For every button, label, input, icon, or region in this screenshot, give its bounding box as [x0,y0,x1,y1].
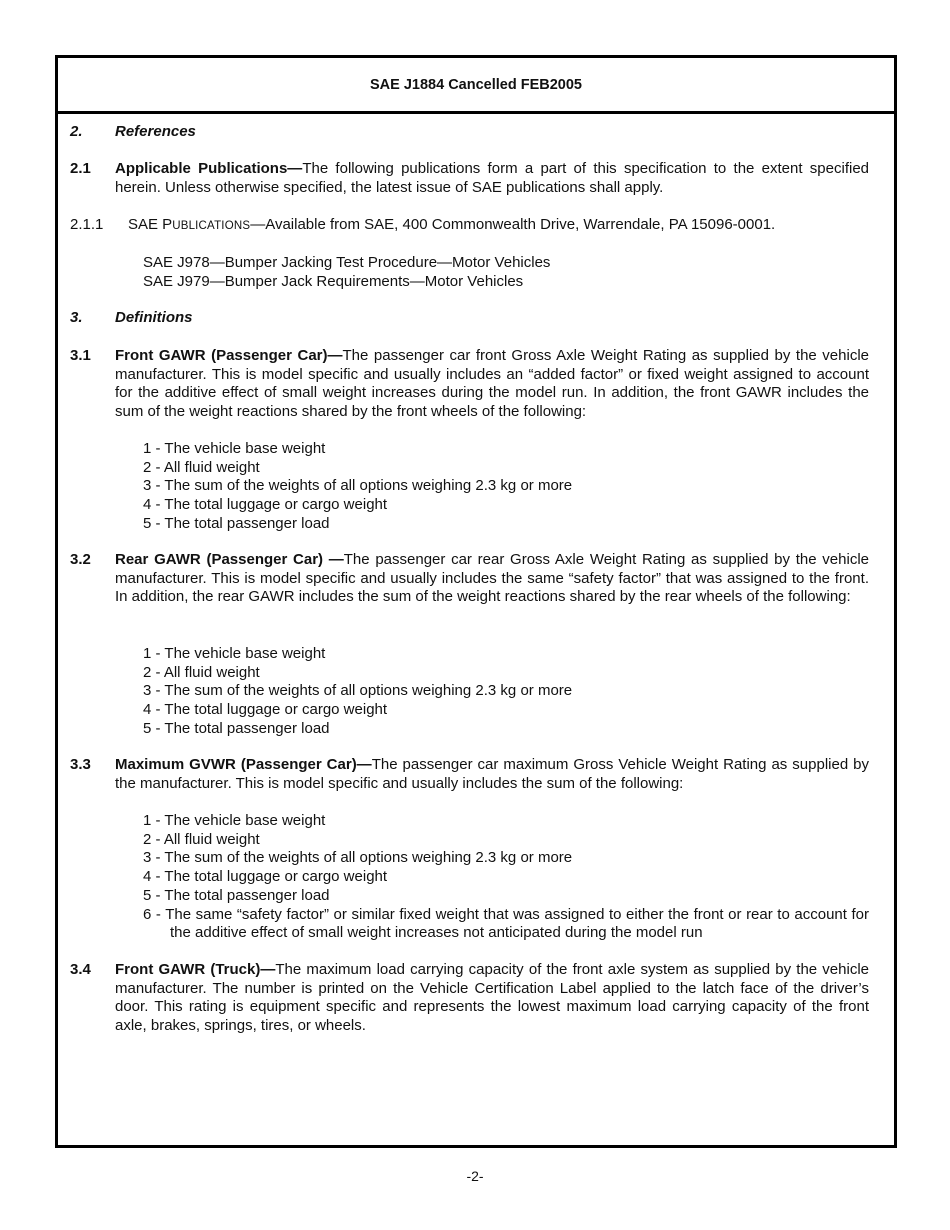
front-gawr-list [143,440,869,534]
section-text: —Available from SAE, 400 Commonwealth Drive, Warrendale, PA 15096-0001. [250,216,776,233]
section-title: References [115,123,196,140]
section-3-heading [70,309,869,328]
list-item: 5 - The total passenger load [143,719,330,737]
publications-label: UBLICATIONS [172,220,251,232]
list-item: 1 - The vehicle base weight [143,440,326,457]
section-title: Definitions [115,309,193,326]
section-2-heading [70,123,869,142]
section-text: The passenger car front Gross Axle Weight Rating as supplied by the vehicle manufacturer. This is model specific and usually includes an “added factor” or fixed weight assigned to account for the additive effect of small weight increases during the model run. In addition, the front GAWR includes the sum of the weight reactions shared by the front wheels of the following: [115,347,869,421]
list-item: 2 - All fluid weight [143,663,260,681]
section-number: 3.2 [70,551,91,568]
section-paragraph [115,551,869,607]
list-item: 1 - The vehicle base weight [143,812,326,829]
section-text: The maximum load carrying capacity of the front axle system as supplied by the vehicle manufacturer. The number is printed on the Vehicle Certification Label applied to the latch face of the driver’s door. This rating is equipment specific and represents the lowest maximum load carrying capacity of the front axle, brakes, springs, tires, or wheels. [115,961,869,1035]
section-number: 3. [70,309,83,326]
section-paragraph [115,961,869,1036]
section-3-3 [70,756,869,793]
rear-gawr-list [143,645,869,739]
section-text: The following publications form a part of this specification to the extent specified herein. Unless otherwise specified, the latest issue of SAE publications shall apply. [115,160,870,196]
list-item: 3 - The sum of the weights of all options weighing 2.3 kg or more [143,477,573,495]
list-item: 4 - The total luggage or cargo weight [143,496,388,514]
section-number: 2.1 [70,160,91,177]
section-3-1 [70,347,869,422]
list-item: 3 - The sum of the weights of all options weighing 2.3 kg or more [143,849,573,867]
section-number: 3.4 [70,961,91,978]
max-gvwr-list [143,812,869,943]
page-frame [55,55,897,1148]
list-item: 3 - The sum of the weights of all options weighing 2.3 kg or more [143,682,573,700]
reference-item: SAE J979—Bumper Jack Requirements—Motor Vehicles [143,272,524,290]
document-title: SAE J1884 Cancelled FEB2005 [370,76,582,93]
list-item: 6 - The same “safety factor” or similar fixed weight that was assigned to either the front or rear to account for the additive effect of small weight increases not anticipated during the model run [143,905,869,942]
section-title: Maximum GVWR (Passenger Car)— [115,756,372,773]
section-3-2 [70,551,869,607]
section-text: The passenger car maximum Gross Vehicle Weight Rating as supplied by the manufacturer. This is model specific and usually includes the sum of the following: [115,756,869,792]
section-number: 2. [70,123,83,140]
section-2-1 [70,160,869,197]
sae-label: SAE P [128,216,173,233]
list-item: 5 - The total passenger load [143,514,330,532]
section-number: 3.1 [70,347,91,364]
list-item: 4 - The total luggage or cargo weight [143,868,388,886]
list-item: 5 - The total passenger load [143,886,330,904]
section-title: Front GAWR (Passenger Car)— [115,347,343,364]
section-title: Applicable Publications— [115,160,303,177]
section-2-1-1 [70,216,869,236]
section-paragraph [115,347,869,422]
section-number: 3.3 [70,756,91,773]
list-item: 2 - All fluid weight [143,830,260,848]
section-paragraph [128,216,869,236]
section-paragraph [115,756,869,793]
section-title: Front GAWR (Truck)— [115,961,276,978]
reference-list [143,254,869,291]
list-item: 1 - The vehicle base weight [143,645,326,662]
page-header [58,58,894,114]
section-paragraph [115,160,869,197]
list-item: 4 - The total luggage or cargo weight [143,701,388,719]
section-3-4 [70,961,869,1036]
section-title: Rear GAWR (Passenger Car) — [115,551,344,568]
list-item: 2 - All fluid weight [143,458,260,476]
reference-item: SAE J978—Bumper Jacking Test Procedure—Motor Vehicles [143,254,551,271]
page-number: -2- [466,1168,484,1184]
section-text: The passenger car rear Gross Axle Weight Rating as supplied by the vehicle manufacturer. This is model specific and usually includes the same “safety factor” that was assigned to the front. In addition, the rear GAWR includes the sum of the weight reactions shared by the rear wheels of the following: [115,551,869,606]
section-number: 2.1.1 [70,216,104,233]
